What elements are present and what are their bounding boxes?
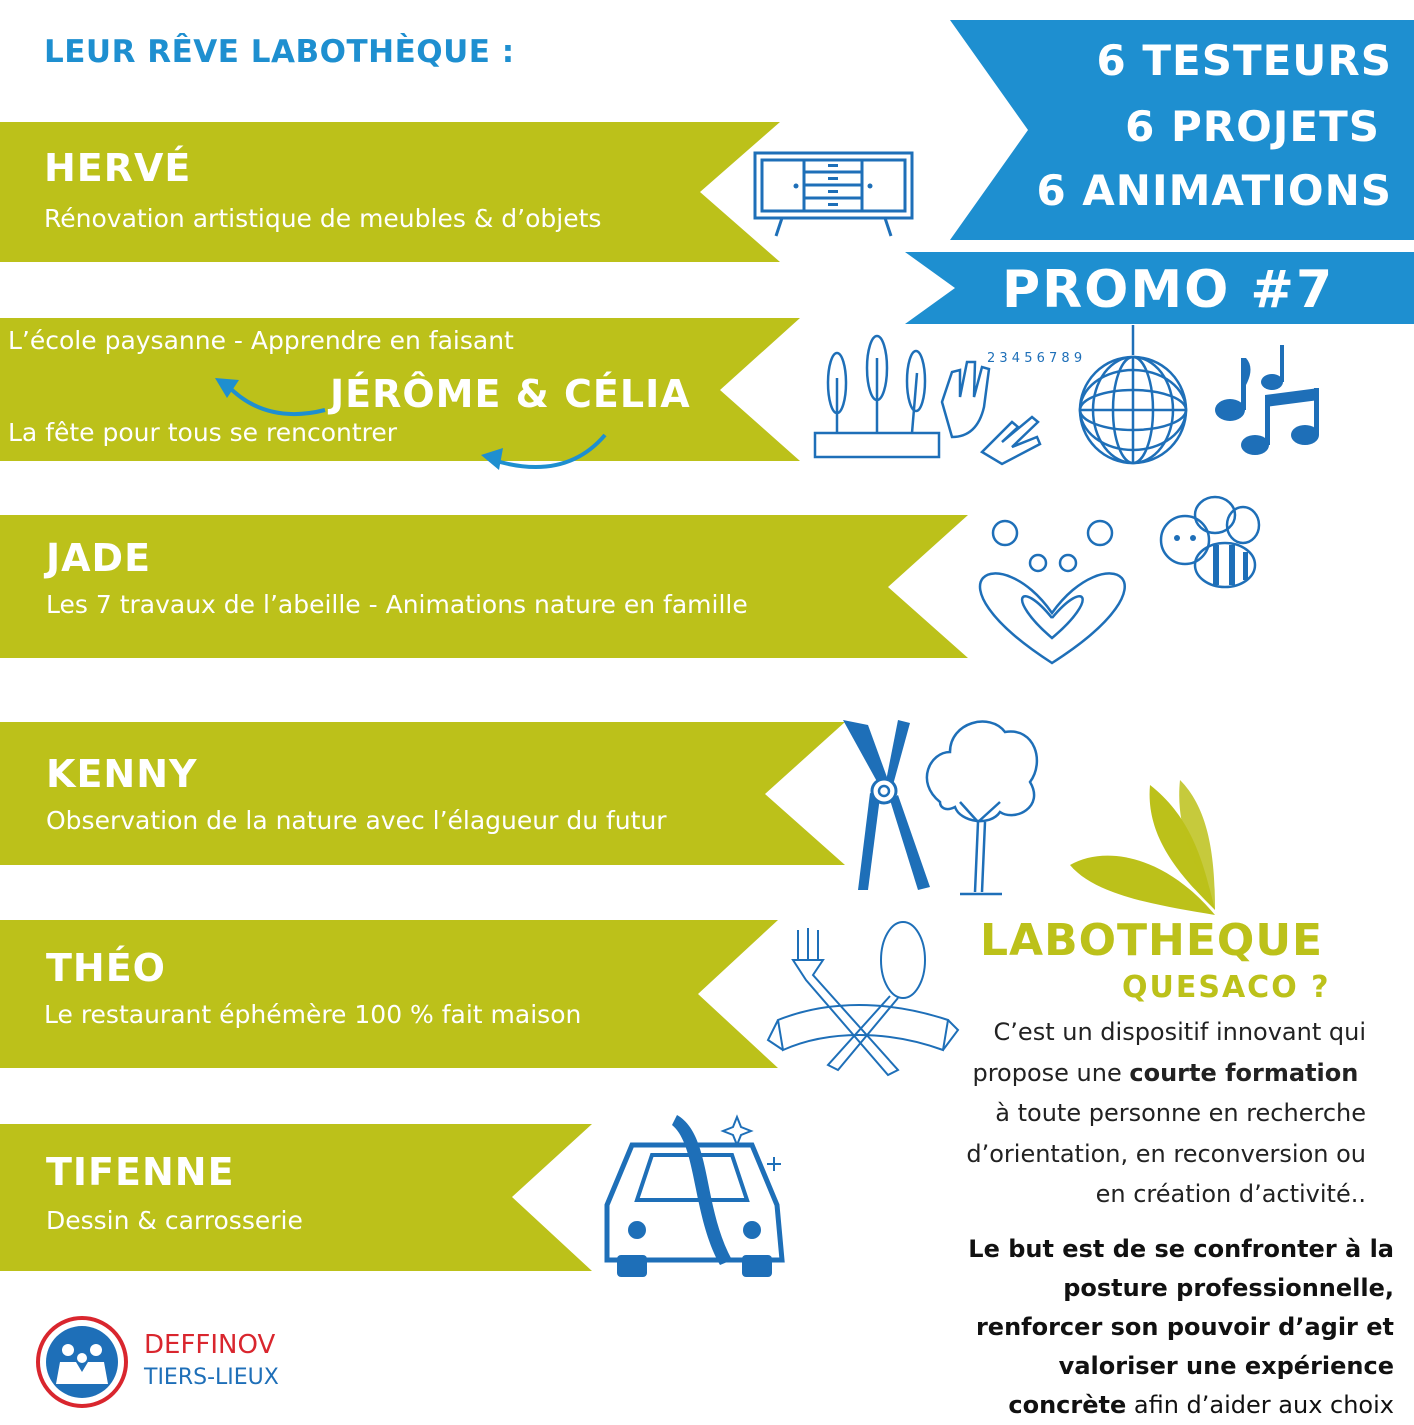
- goal-line: valoriser une expérience: [1058, 1352, 1394, 1380]
- tester-name-herve: HERVÉ: [44, 146, 192, 190]
- goal-emphasis: concrète: [1008, 1391, 1127, 1419]
- tester-desc-herve: Rénovation artistique de meubles & d’objets: [44, 204, 602, 233]
- tester-name-theo: THÉO: [46, 946, 166, 990]
- labotheque-title: LABOTHEQUE: [980, 915, 1324, 966]
- goal-text: afin d’aider aux choix: [1126, 1391, 1394, 1419]
- music-notes-icon: [1210, 340, 1330, 462]
- tester-name-kenny: KENNY: [46, 752, 198, 796]
- desc-line: d’orientation, en reconversion ou: [966, 1139, 1366, 1168]
- bee-icon: [1155, 490, 1265, 600]
- tester-desc-kenny: Observation de la nature avec l’élagueur du futur: [46, 806, 667, 835]
- summary-testers: 6 TESTEURS: [1096, 36, 1392, 85]
- tester-desc-tifenne: Dessin & carrosserie: [46, 1206, 303, 1235]
- goal-line: [894, 1386, 1394, 1425]
- sideboard-icon: [752, 150, 917, 240]
- car-icon: [602, 1105, 787, 1285]
- summary-projects: 6 PROJETS: [1125, 102, 1380, 151]
- desc-emphasis: courte formation: [1129, 1058, 1359, 1087]
- desc-line: C’est un dispositif innovant qui: [993, 1018, 1366, 1046]
- banner-tifenne: [0, 1124, 592, 1271]
- labotheque-goal: [894, 1230, 1394, 1425]
- page-title: LEUR RÊVE LABOTHÈQUE :: [44, 34, 515, 70]
- labotheque-description: [866, 1012, 1366, 1215]
- goal-line: Le but est de se confronter à la: [968, 1235, 1394, 1263]
- logo-subtitle: TIERS-LIEUX: [144, 1365, 279, 1390]
- desc-line: [866, 1053, 1366, 1094]
- tester-name-tifenne: TIFENNE: [46, 1150, 235, 1194]
- tester-name-jade: JADE: [46, 536, 152, 580]
- deffinov-logo-icon: [34, 1314, 130, 1410]
- goal-line: renforcer son pouvoir d’agir et: [975, 1313, 1394, 1341]
- desc-line: à toute personne en recherche: [995, 1099, 1366, 1127]
- svg-text:2 3 4 5 6 7 8 9: 2 3 4 5 6 7 8 9: [987, 351, 1083, 366]
- tree-icon: [920, 712, 1045, 897]
- tester-desc-fete: La fête pour tous se rencontrer: [8, 418, 398, 447]
- goal-line: posture professionnelle,: [1063, 1274, 1394, 1302]
- tester-name-jerome-celia: JÉRÔME & CÉLIA: [330, 372, 691, 416]
- family-heart-icon: [960, 518, 1145, 668]
- curved-arrows-icon: [205, 370, 625, 485]
- leaves-icon: [1065, 780, 1230, 920]
- tester-desc-theo: Le restaurant éphémère 100 % fait maison: [44, 1000, 582, 1029]
- banner-herve: [0, 122, 780, 262]
- desc-line: en création d’activité..: [1095, 1180, 1366, 1208]
- summary-animations: 6 ANIMATIONS: [1036, 166, 1392, 215]
- desc-text: propose une: [972, 1058, 1130, 1087]
- disco-ball-icon: [1072, 325, 1194, 465]
- tester-desc-jade: Les 7 travaux de l’abeille - Animations nature en famille: [46, 590, 748, 619]
- labotheque-subtitle: QUESACO ?: [1122, 970, 1331, 1005]
- promo-label: PROMO #7: [1002, 260, 1335, 320]
- wheat-icon: [812, 333, 942, 461]
- logo-name: DEFFINOV: [144, 1330, 276, 1360]
- tester-desc-ecole: L’école paysanne - Apprendre en faisant: [8, 326, 514, 355]
- counting-hands-icon: [932, 342, 1083, 466]
- banner-theo: [0, 920, 778, 1068]
